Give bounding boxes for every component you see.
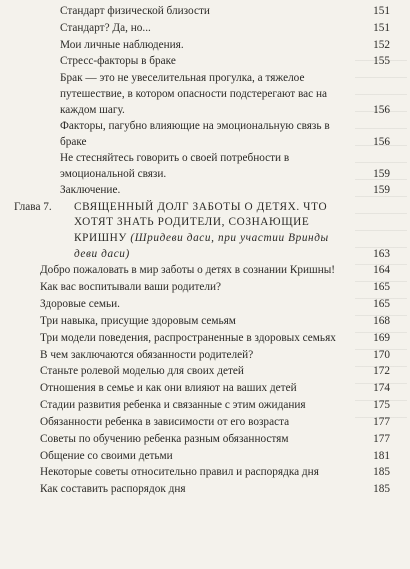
chapter-label: Глава 7. [14,200,52,213]
toc-entry [60,38,390,54]
toc-entry [40,348,390,364]
toc-entry-page: 159 [373,167,390,180]
toc-entry [40,465,390,481]
toc-entry-title: В чем заключаются обязанности родителей? [40,348,254,361]
toc-entry [60,4,390,20]
chapter-page: 163 [373,247,390,260]
toc-entry-title: Стресс-факторы в браке [60,55,176,68]
toc-entry [60,21,390,37]
toc-entry-title: Общение со своими детьми [40,449,173,462]
toc-entry-page: 165 [373,298,390,311]
toc-entry-page: 172 [373,365,390,378]
toc-entry-page: 175 [373,399,390,412]
toc-entry [40,263,390,279]
toc-entry-page: 181 [373,449,390,462]
toc-entry-page: 174 [373,382,390,395]
toc-entry-page: 168 [373,314,390,327]
toc-entry-page: 152 [373,38,390,51]
toc-entry-page: 151 [373,5,390,17]
toc-entry-title: Факторы, пагубно влияющие на эмоциональную связь в браке [60,120,330,148]
toc-entry-page: 177 [373,415,390,428]
toc-entry-title: Как составить распорядок дня [40,483,186,496]
chapter-heading [14,200,390,263]
chapter-title-text: СВЯЩЕННЫЙ ДОЛГ ЗАБОТЫ О ДЕТЯХ. ЧТО ХОТЯТ ЗНАТЬ РОДИТЕЛИ, СОЗНАЮЩИЕ КРИШНУ [74,200,328,245]
toc-entry-page: 177 [373,432,390,445]
toc-entry [60,54,390,70]
toc-entry [60,183,390,199]
toc-entry [40,381,390,397]
toc-entry-title: Советы по обучению ребенка разным обязанностям [40,432,289,445]
toc-entry-page: 165 [373,281,390,294]
toc-entry [40,364,390,380]
toc-entry-title: Отношения в семье и как они влияют на ваших детей [40,382,297,395]
toc-entry [40,482,390,498]
toc-entry [40,415,390,431]
toc-entry-page: 159 [373,183,390,196]
toc-entry [40,331,390,347]
toc-entry [40,449,390,465]
toc-entry-page: 156 [373,135,390,148]
toc-entry-title: Заключение. [60,183,121,196]
chapter-authors: (Шридеви даси, при участии Вринды деви даси) [74,232,329,260]
toc-entry-page: 151 [373,21,390,34]
toc-entry-title: Станьте ролевой моделью для своих детей [40,365,244,378]
toc-entry-title: Не стесняйтесь говорить о своей потребности в эмоциональной связи. [60,151,290,180]
toc-entry-title: Мои личные наблюдения. [60,38,184,51]
toc-entry [60,151,390,182]
toc-entry [40,297,390,313]
toc-entry-title: Стандарт? Да, но... [60,21,151,34]
toc-entry-page: 185 [373,466,390,479]
toc-entry-title: Брак — это не увеселительная прогулка, а тяжелое путешествие, в котором опасности подстерегают вас на каждом шагу. [60,72,328,116]
toc-entry-title: Некоторые советы относительно правил и распорядка дня [40,466,319,479]
toc-entry-title: Обязанности ребенка в зависимости от его возраста [40,415,290,428]
toc-entry [40,398,390,414]
toc-entry-page: 170 [373,348,390,361]
toc-entry [60,119,390,150]
toc-entry [40,432,390,448]
chapter-title [74,200,390,263]
toc-entry [40,314,390,330]
toc-entry-title: Как вас воспитывали ваши родители? [40,281,222,294]
toc-entry-page: 185 [373,483,390,496]
toc-entry-title: Три навыка, присущие здоровым семьям [40,314,236,327]
toc-entry-title: Добро пожаловать в мир заботы о детях в сознании Кришны! [40,264,336,277]
toc-entry-title: Здоровые семьи. [40,298,120,311]
toc-entry-page: 155 [373,55,390,68]
toc-entry [40,280,390,296]
toc-entry-title: Стандарт физической близости [60,5,210,17]
toc-entry-title: Стадии развития ребенка и связанные с этим ожидания [40,399,306,412]
toc-entry-title: Три модели поведения, распространенные в здоровых семьях [40,331,336,344]
toc-entry-page: 156 [373,103,390,116]
toc-entry [60,71,390,118]
toc-entry-page: 164 [373,264,390,277]
toc-entry-page: 169 [373,331,390,344]
